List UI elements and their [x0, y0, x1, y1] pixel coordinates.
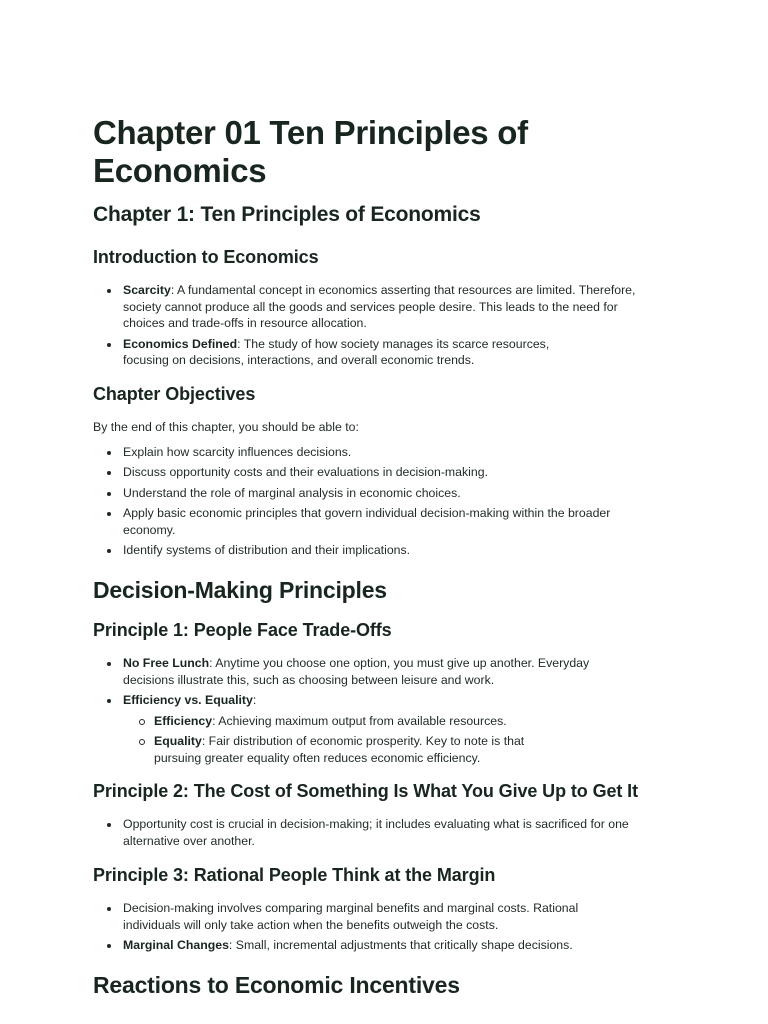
- term-label: Efficiency: [154, 713, 213, 728]
- list-item: Understand the role of marginal analysis in economic choices.: [93, 485, 643, 502]
- decision-section: [93, 576, 693, 604]
- intro-heading: Introduction to Economics: [93, 247, 319, 267]
- list-item: Opportunity cost is crucial in decision-making; it includes evaluating what is sacrificed for one alternative over another.: [93, 816, 643, 849]
- list-item: Apply basic economic principles that govern individual decision-making within the broader economy.: [93, 505, 618, 538]
- document-title: Chapter 01 Ten Principles of Economics: [93, 114, 528, 189]
- principle-2-section: [93, 780, 693, 853]
- chapter-heading-block: [93, 202, 693, 228]
- principle-3-heading: Principle 3: Rational People Think at the Margin: [93, 865, 496, 885]
- objectives-heading: Chapter Objectives: [93, 384, 256, 404]
- objectives-list: [93, 444, 693, 559]
- list-item: [93, 937, 643, 954]
- intro-section: [93, 246, 693, 373]
- principle-2-list: [93, 816, 693, 849]
- term-text: : Small, incremental adjustments that critically shape decisions.: [228, 938, 573, 952]
- decision-heading: Decision-Making Principles: [93, 577, 387, 603]
- principle-3-list: [93, 900, 693, 954]
- term-text: :: [252, 693, 257, 707]
- objectives-lead: By the end of this chapter, you should be able to:: [93, 420, 359, 434]
- list-item: Explain how scarcity influences decisions.: [93, 444, 643, 461]
- sub-list-item: [123, 713, 574, 730]
- principle-1-section: [93, 619, 693, 770]
- principle-2-heading: Principle 2: The Cost of Something Is What You Give Up to Get It: [93, 781, 638, 801]
- term-text: : The study of how society manages its scarce resources, focusing on decisions, interactions, and overall economic trends.: [123, 336, 550, 367]
- term-label: Economics Defined: [123, 336, 238, 351]
- term-label: Efficiency vs. Equality: [123, 693, 253, 707]
- principle-1-heading: Principle 1: People Face Trade-Offs: [93, 620, 392, 640]
- chapter-subtitle: Chapter 1: Ten Principles of Economics: [93, 203, 481, 226]
- efficiency-equality-list: [123, 713, 643, 767]
- list-item: [93, 692, 643, 766]
- objectives-section: [93, 383, 693, 563]
- term-text: : Fair distribution of economic prosperity. Key to note is that pursuing greater equality often reduces economic efficiency.: [154, 734, 525, 765]
- term-label: Equality: [154, 734, 202, 748]
- sub-list-item: [123, 733, 564, 766]
- list-item: Identify systems of distribution and their implications.: [93, 542, 643, 559]
- principle-1-list: [93, 655, 693, 766]
- term-label: Scarcity: [123, 283, 171, 297]
- reactions-section: [93, 971, 693, 999]
- term-text: : Achieving maximum output from available resources.: [212, 713, 507, 728]
- list-item: [93, 336, 593, 369]
- principle-3-section: [93, 864, 693, 958]
- list-item: [93, 655, 633, 688]
- term-text: : A fundamental concept in economics asserting that resources are limited. Therefore, society cannot produce all the goods and services people desire. This leads to the need for choices and trade-offs in resource allocation.: [123, 283, 636, 330]
- reactions-heading: Reactions to Economic Incentives: [93, 972, 460, 998]
- intro-list: [93, 282, 693, 369]
- list-item: [93, 282, 643, 332]
- list-item: Decision-making involves comparing marginal benefits and marginal costs. Rational individuals will only take action when the benefits outweigh the costs.: [93, 900, 628, 933]
- term-text: : Anytime you choose one option, you must give up another. Everyday decisions illustrate this, such as choosing between leisure and work.: [123, 656, 590, 687]
- term-label: No Free Lunch: [123, 656, 210, 670]
- term-label: Marginal Changes: [123, 938, 229, 952]
- list-item: Discuss opportunity costs and their evaluations in decision-making.: [93, 464, 643, 481]
